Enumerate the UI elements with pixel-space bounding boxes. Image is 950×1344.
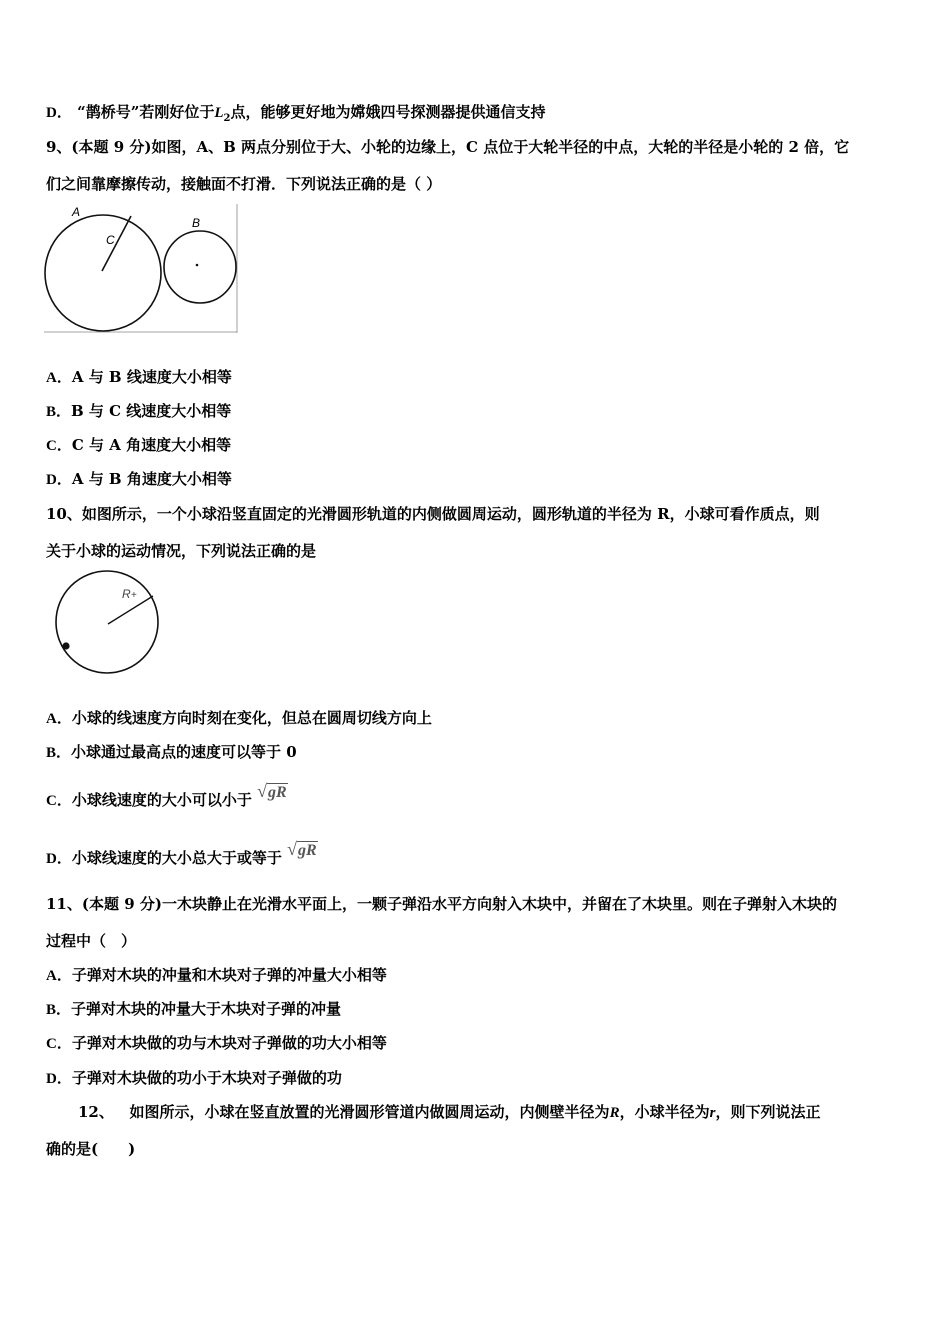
small-wheel <box>164 231 236 303</box>
q12-stem-line1: 12、 如图所示，小球在竖直放置的光滑圆形管道内做圆周运动，内侧壁半径为R，小球半径为r，则下列说法正 <box>78 1103 821 1121</box>
label-a: A <box>72 205 81 219</box>
q9-stem-line2: 们之间靠摩擦传动，接触面不打滑．下列说法正确的是（ ） <box>46 175 442 193</box>
q12-stem-line2: 确的是( ) <box>46 1140 136 1158</box>
q9-pulley-figure <box>44 203 240 335</box>
large-wheel <box>45 215 161 331</box>
q11-option-b: B．子弹对木块的冲量大于木块对子弹的冲量 <box>46 1000 342 1018</box>
q10-option-c: C．小球线速度的大小可以小于 √gR <box>46 781 287 809</box>
radius-marker: + <box>131 590 137 601</box>
q9-stem-line1: 9、(本题 9 分)如图，A、B 两点分别位于大、小轮的边缘上，C 点位于大轮半径的中点，大轮的半径是小轮的 2 倍，它 <box>46 138 850 156</box>
q10-option-d: D．小球线速度的大小总大于或等于 √gR <box>46 839 317 867</box>
label-b: B <box>192 216 201 230</box>
sqrt-gr-formula: √gR <box>287 839 317 859</box>
sqrt-gr-formula: √gR <box>257 781 287 801</box>
q8-option-d: D． “鹊桥号”若刚好位于$L_2$点，能够更好地为嫦娥四号探测器提供通信支持 <box>46 103 546 124</box>
ball <box>62 642 69 649</box>
q11-option-c: C．子弹对木块做的功与木块对子弹做的功大小相等 <box>46 1034 387 1052</box>
q10-stem-line2: 关于小球的运动情况，下列说法正确的是 <box>46 542 317 560</box>
q10-option-a: A．小球的线速度方向时刻在变化，但总在圆周切线方向上 <box>46 709 432 727</box>
q11-stem-line1: 11、(本题 9 分)一木块静止在光滑水平面上，一颗子弹沿水平方向射入木块中，并留在了木块里。则在子弹射入木块的 <box>46 895 837 913</box>
q10-stem-line1: 10、如图所示，一个小球沿竖直固定的光滑圆形轨道的内侧做圆周运动，圆形轨道的半径为 R，小球可看作质点，则 <box>46 505 820 523</box>
q10-track-figure <box>52 568 164 676</box>
q9-option-c: C．C 与 A 角速度大小相等 <box>46 436 232 454</box>
q9-option-d: D．A 与 B 角速度大小相等 <box>46 470 232 488</box>
q11-stem-line2: 过程中（ ） <box>46 932 137 950</box>
q9-option-b: B．B 与 C 线速度大小相等 <box>46 402 232 420</box>
label-c: C <box>106 233 115 247</box>
q11-option-d: D．子弹对木块做的功小于木块对子弹做的功 <box>46 1069 342 1087</box>
circular-track <box>56 571 158 673</box>
q9-option-a: A．A 与 B 线速度大小相等 <box>46 368 232 386</box>
q11-option-a: A．子弹对木块的冲量和木块对子弹的冲量大小相等 <box>46 966 387 984</box>
small-wheel-center <box>196 264 199 267</box>
label-r: R <box>122 587 131 601</box>
q10-option-b: B．小球通过最高点的速度可以等于 0 <box>46 743 297 761</box>
